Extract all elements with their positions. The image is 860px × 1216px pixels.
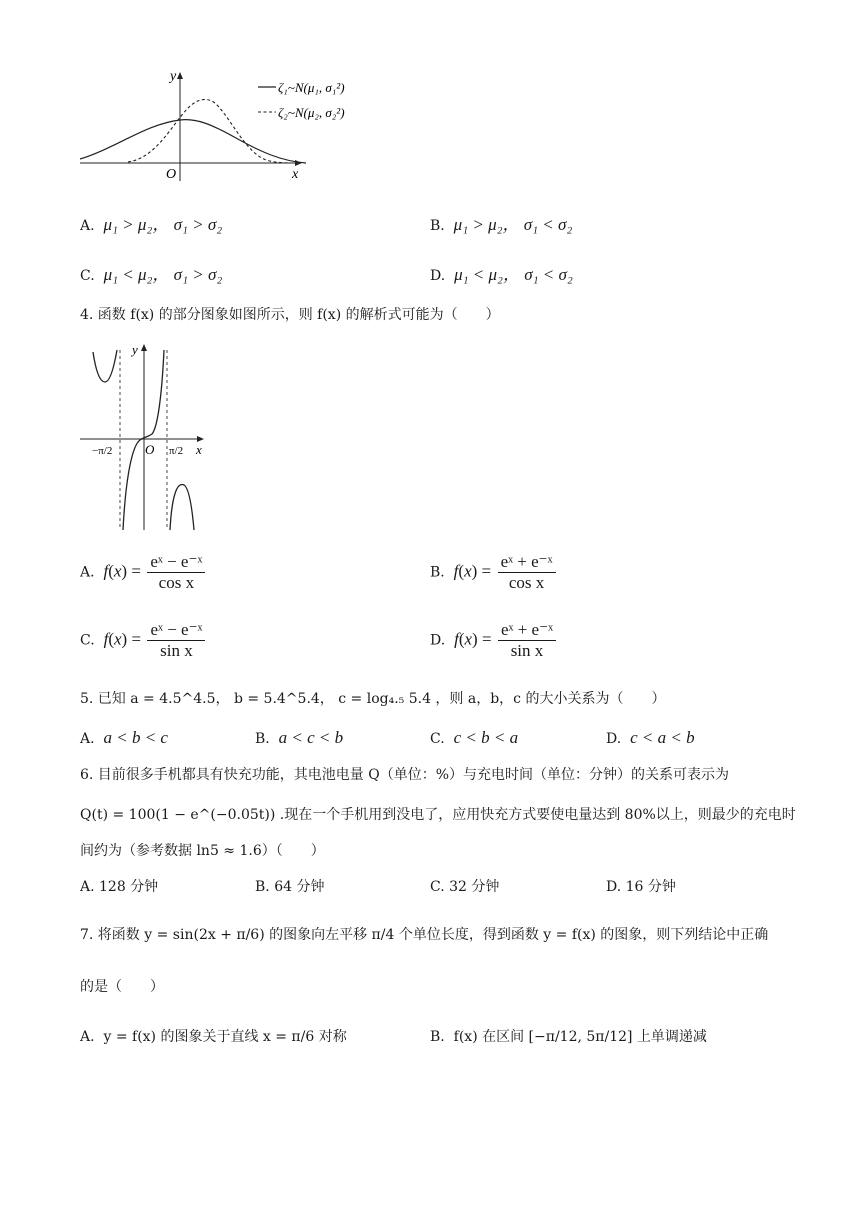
- option-numerator: eˣ − e⁻ˣ: [147, 552, 205, 573]
- q3-option-c[interactable]: [80, 260, 222, 285]
- q7-option-a[interactable]: [80, 1026, 347, 1046]
- option-text: f(x) 在区间 [−π/12, 5π/12] 上单调递减: [453, 1029, 707, 1045]
- q3-option-a[interactable]: [80, 210, 222, 235]
- q5-option-c[interactable]: [430, 728, 518, 748]
- q6-stem-line2: Q(t) = 100(1 − e^(−0.05t)) .现在一个手机用到没电了，应用快充方式要使电量达到 80%以上，则最少的充电时: [80, 807, 796, 823]
- option-text: 32 分钟: [449, 879, 500, 895]
- option-letter: A.: [80, 564, 95, 581]
- q6-option-d[interactable]: [606, 876, 676, 896]
- option-letter: C.: [80, 632, 95, 649]
- option-text: μ₁ > μ₂， σ₁ < σ₂: [453, 215, 573, 234]
- q7-stem-line1: 7. 将函数 y = sin(2x + π/6) 的图象向左平移 π/4 个单位长度，得到函数 y = f(x) 的图象，则下列结论中正确: [80, 927, 769, 943]
- figure-legend-zeta2: ζ₂~N(μ₂, σ₂²): [278, 105, 345, 120]
- q3-option-d[interactable]: [430, 260, 573, 285]
- option-letter: B.: [430, 218, 445, 234]
- option-letter: B.: [255, 879, 270, 895]
- q6-stem-line1: 6. 目前很多手机都具有快充功能，其电池电量 Q（单位：%）与充电时间（单位：分钟）的关系可表示为: [80, 767, 730, 783]
- q6-option-c[interactable]: [430, 876, 499, 896]
- option-text: a < b < c: [103, 728, 168, 747]
- q6-option-b[interactable]: [255, 876, 324, 896]
- graph-origin-label: O: [145, 442, 155, 457]
- q5-stem: 5. 已知 a = 4.5^4.5， b = 5.4^5.4， c = log₄.₅ 5.4 ，则 a，b，c 的大小关系为（ ）: [80, 691, 666, 707]
- q5-option-b[interactable]: [255, 728, 343, 748]
- figure-axis-x-label: x: [292, 167, 299, 182]
- option-letter: A.: [80, 879, 95, 895]
- option-text: a < c < b: [278, 728, 344, 747]
- graph-axis-x-label: x: [196, 442, 202, 457]
- option-letter: C.: [430, 879, 445, 895]
- normal-distribution-figure: [76, 66, 376, 186]
- graph-right-tick-label: π/2: [169, 445, 184, 457]
- q4-option-c[interactable]: C. f(x) = $\frac{\text{eˣ − e⁻ˣ}}{\text{sin x}}$: [80, 620, 207, 661]
- q7-stem-line2: 的是（ ）: [80, 979, 164, 995]
- option-text: y = f(x) 的图象关于直线 x = π/6 对称: [103, 1029, 347, 1045]
- option-denominator: sin x: [160, 641, 193, 660]
- option-text: 128 分钟: [99, 879, 159, 895]
- q4-option-b[interactable]: B. f(x) = $\frac{\text{eˣ + e⁻ˣ}}{\text{cos x}}$: [430, 552, 558, 593]
- option-text: c < a < b: [630, 728, 695, 747]
- graph-left-tick-label: −π/2: [92, 445, 113, 457]
- option-letter: D.: [430, 268, 446, 284]
- option-letter: A.: [80, 1029, 95, 1045]
- option-letter: A.: [80, 731, 95, 747]
- option-denominator: cos x: [508, 573, 545, 592]
- option-text: μ₁ < μ₂， σ₁ < σ₂: [454, 265, 573, 284]
- option-letter: B.: [255, 731, 270, 747]
- option-denominator: cos x: [158, 573, 195, 592]
- q6-option-a[interactable]: [80, 876, 158, 896]
- q5-option-d[interactable]: [606, 728, 695, 748]
- figure-legend-zeta1: ζ₁~N(μ₁, σ₁²): [278, 80, 345, 95]
- option-numerator: eˣ + e⁻ˣ: [498, 620, 556, 641]
- option-numerator: eˣ + e⁻ˣ: [498, 552, 556, 573]
- option-text: 64 分钟: [274, 879, 325, 895]
- q6-stem-line3: 间约为（参考数据 ln5 ≈ 1.6）（ ）: [80, 843, 325, 859]
- option-text: 16 分钟: [625, 879, 676, 895]
- q5-option-a[interactable]: [80, 728, 168, 748]
- graph-axis-y-label: y: [132, 342, 138, 357]
- q4-stem: 4. 函数 f(x) 的部分图象如图所示，则 f(x) 的解析式可能为（ ）: [80, 307, 500, 323]
- option-denominator: sin x: [510, 641, 544, 660]
- figure-origin-label: O: [166, 167, 177, 182]
- q4-option-d[interactable]: D. f(x) = $\frac{\text{eˣ + e⁻ˣ}}{\text{sin x}}$: [430, 620, 558, 661]
- option-numerator: eˣ − e⁻ˣ: [147, 620, 205, 641]
- function-graph-figure: [78, 342, 218, 534]
- q7-option-b[interactable]: [430, 1026, 707, 1046]
- option-letter: A.: [80, 218, 95, 234]
- option-letter: C.: [80, 268, 95, 284]
- option-text: c < b < a: [453, 728, 519, 747]
- option-letter: D.: [606, 731, 622, 747]
- option-letter: C.: [430, 731, 445, 747]
- option-text: μ₁ > μ₂， σ₁ > σ₂: [103, 215, 223, 234]
- option-letter: B.: [430, 564, 445, 581]
- option-letter: D.: [430, 632, 446, 649]
- q4-option-a[interactable]: A. f(x) = $\frac{\text{eˣ − e⁻ˣ}}{\text{cos x}}$: [80, 552, 207, 593]
- q3-option-b[interactable]: [430, 210, 572, 235]
- option-letter: B.: [430, 1029, 445, 1045]
- option-text: μ₁ < μ₂， σ₁ > σ₂: [103, 265, 223, 284]
- option-letter: D.: [606, 879, 622, 895]
- figure-axis-y-label: y: [170, 69, 177, 84]
